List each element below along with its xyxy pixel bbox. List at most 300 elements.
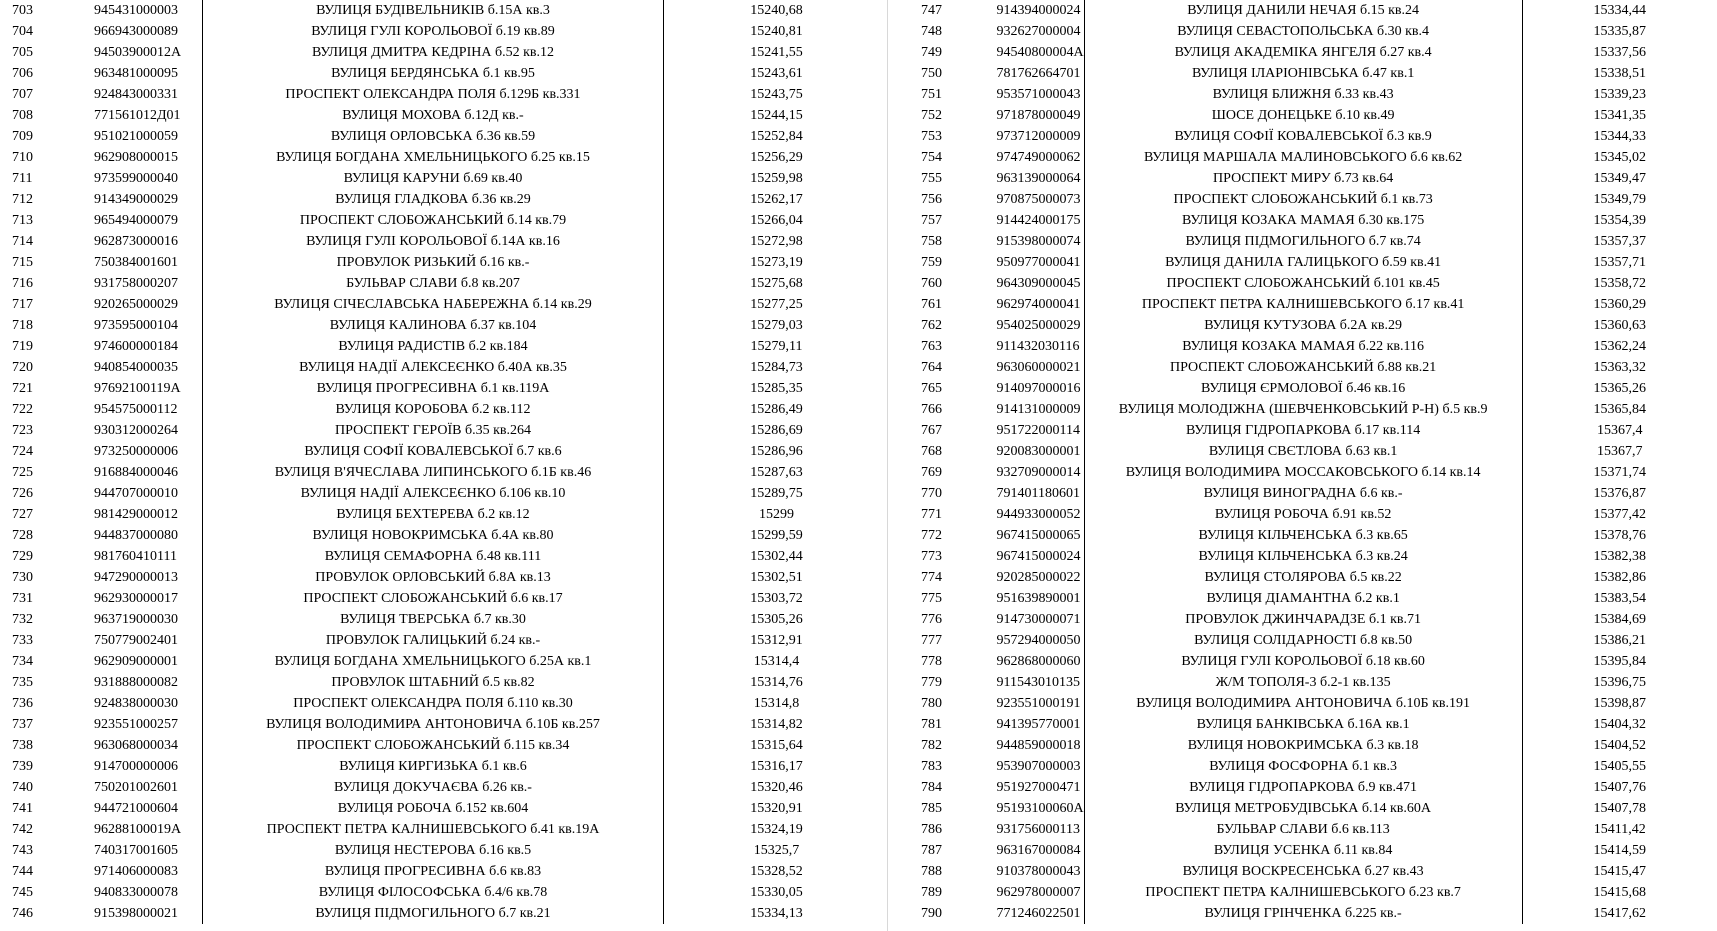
account-code: 96288100019А <box>94 822 182 837</box>
address: ПРОСПЕКТ СЛОБОЖАНСЬКИЙ б.115 кв.34 <box>203 735 664 756</box>
address: ВУЛИЦЯ МЕТРОБУДІВСЬКА б.14 кв.60А <box>1084 798 1522 819</box>
amount: 15360,29 <box>1593 297 1647 312</box>
address: ВУЛИЦЯ ДМИТРА КЕДРІНА б.52 кв.12 <box>203 42 664 63</box>
table-row <box>0 756 889 777</box>
row-number: 781 <box>921 717 942 732</box>
account-code: 954575000112 <box>94 402 178 417</box>
row-number: 778 <box>921 654 942 669</box>
row-number: 704 <box>12 24 33 39</box>
amount: 15404,32 <box>1593 717 1647 732</box>
account-code: 932709000014 <box>996 465 1081 480</box>
table-row <box>897 336 1717 357</box>
table-row <box>897 441 1717 462</box>
address: ПРОСПЕКТ СЛОБОЖАНСЬКИЙ б.14 кв.79 <box>203 210 664 231</box>
amount: 15357,71 <box>1593 255 1647 270</box>
account-code: 914349000029 <box>94 192 178 207</box>
row-number: 703 <box>12 3 33 18</box>
table-row <box>0 420 889 441</box>
row-number: 774 <box>921 570 942 585</box>
address: ПРОСПЕКТ СЛОБОЖАНСЬКИЙ б.88 кв.21 <box>1084 357 1522 378</box>
table-row <box>0 168 889 189</box>
account-code: 957294000050 <box>996 633 1081 648</box>
table-row <box>0 588 889 609</box>
table-row <box>0 483 889 504</box>
amount: 15377,42 <box>1593 507 1647 522</box>
row-number: 718 <box>12 318 33 333</box>
account-code: 971878000049 <box>996 108 1081 123</box>
account-code: 931758000207 <box>94 276 178 291</box>
table-row <box>0 819 889 840</box>
amount: 15349,47 <box>1593 171 1647 186</box>
address: ВУЛИЦЯ ТВЕРСЬКА б.7 кв.30 <box>203 609 664 630</box>
row-number: 733 <box>12 633 33 648</box>
address: ПРОСПЕКТ СЛОБОЖАНСЬКИЙ б.1 кв.73 <box>1084 189 1522 210</box>
table-row <box>0 273 889 294</box>
address: ВУЛИЦЯ ФІЛОСОФСЬКА б.4/6 кв.78 <box>203 882 664 903</box>
table-row <box>897 273 1717 294</box>
account-code: 963060000021 <box>996 360 1081 375</box>
row-number: 708 <box>12 108 33 123</box>
row-number: 717 <box>12 297 33 312</box>
account-code: 914394000024 <box>996 3 1081 18</box>
row-number: 750 <box>921 66 942 81</box>
row-number: 741 <box>12 801 33 816</box>
amount: 15286,96 <box>750 444 803 459</box>
amount: 15395,84 <box>1593 654 1647 669</box>
table-row <box>897 651 1717 672</box>
amount: 15330,05 <box>750 885 803 900</box>
address: ВУЛИЦЯ СОЛІДАРНОСТІ б.8 кв.50 <box>1084 630 1522 651</box>
row-number: 753 <box>921 129 942 144</box>
account-code: 911543010135 <box>996 675 1081 690</box>
address: ВУЛИЦЯ ДІАМАНТНА б.2 кв.1 <box>1084 588 1522 609</box>
address: ВУЛИЦЯ БУДІВЕЛЬНИКІВ б.15А кв.3 <box>203 0 664 21</box>
amount: 15334,44 <box>1593 3 1647 18</box>
amount: 15357,37 <box>1593 234 1647 249</box>
amount: 15266,04 <box>750 213 803 228</box>
account-code: 923551000257 <box>94 717 178 732</box>
table-row <box>0 252 889 273</box>
account-code: 954025000029 <box>996 318 1081 333</box>
table-row <box>897 252 1717 273</box>
table-row <box>897 84 1717 105</box>
amount: 15415,47 <box>1593 864 1647 879</box>
row-number: 734 <box>12 654 33 669</box>
amount: 15337,56 <box>1593 45 1647 60</box>
table-row <box>0 336 889 357</box>
address: ВУЛИЦЯ БОГДАНА ХМЕЛЬНИЦЬКОГО б.25 кв.15 <box>203 147 664 168</box>
table-row <box>897 588 1717 609</box>
address: ПРОВУЛОК ДЖИНЧАРАДЗЕ б.1 кв.71 <box>1084 609 1522 630</box>
account-code: 962974000041 <box>996 297 1081 312</box>
table-row <box>0 126 889 147</box>
amount: 15345,02 <box>1593 150 1647 165</box>
account-code: 771561012Д01 <box>94 108 181 123</box>
amount: 15338,51 <box>1593 66 1647 81</box>
row-number: 775 <box>921 591 942 606</box>
table-row <box>0 294 889 315</box>
table-row <box>0 525 889 546</box>
account-code: 953907000003 <box>996 759 1081 774</box>
amount: 15386,21 <box>1593 633 1647 648</box>
account-code: 97692100119А <box>94 381 181 396</box>
account-code: 914131000009 <box>996 402 1081 417</box>
row-number: 720 <box>12 360 33 375</box>
row-number: 721 <box>12 381 33 396</box>
amount: 15414,59 <box>1593 843 1647 858</box>
account-code: 915398000021 <box>94 906 178 921</box>
row-number: 759 <box>921 255 942 270</box>
address: ПРОВУЛОК РИЗЬКИЙ б.16 кв.- <box>203 252 664 273</box>
address: ВУЛИЦЯ КИРГИЗЬКА б.1 кв.6 <box>203 756 664 777</box>
address: ВУЛИЦЯ СІЧЕСЛАВСЬКА НАБЕРЕЖНА б.14 кв.29 <box>203 294 664 315</box>
table-row <box>897 189 1717 210</box>
table-row <box>897 168 1717 189</box>
amount: 15362,24 <box>1593 339 1647 354</box>
table-row <box>0 189 889 210</box>
row-number: 769 <box>921 465 942 480</box>
address: ВУЛИЦЯ МОХОВА б.12Д кв.- <box>203 105 664 126</box>
account-code: 750384001601 <box>94 255 178 270</box>
table-row <box>0 357 889 378</box>
amount: 15272,98 <box>750 234 803 249</box>
row-number: 780 <box>921 696 942 711</box>
row-number: 709 <box>12 129 33 144</box>
amount: 15279,11 <box>750 339 803 354</box>
row-number: 736 <box>12 696 33 711</box>
row-number: 710 <box>12 150 33 165</box>
row-number: 757 <box>921 213 942 228</box>
address: ВУЛИЦЯ КАЛИНОВА б.37 кв.104 <box>203 315 664 336</box>
row-number: 731 <box>12 591 33 606</box>
address: ВУЛИЦЯ ВОЛОДИМИРА МОССАКОВСЬКОГО б.14 кв.14 <box>1084 462 1522 483</box>
account-code: 951639890001 <box>996 591 1081 606</box>
address: ВУЛИЦЯ СЕВАСТОПОЛЬСЬКА б.30 кв.4 <box>1084 21 1522 42</box>
column-separator <box>887 0 888 931</box>
amount: 15252,84 <box>750 129 803 144</box>
account-code: 964309000045 <box>996 276 1081 291</box>
row-number: 746 <box>12 906 33 921</box>
table-row <box>897 840 1717 861</box>
address: ВУЛИЦЯ ВОСКРЕСЕНСЬКА б.27 кв.43 <box>1084 861 1522 882</box>
row-number: 776 <box>921 612 942 627</box>
account-code: 967415000065 <box>996 528 1081 543</box>
address: ВУЛИЦЯ НАДІЇ АЛЕКСЕЄНКО б.40А кв.35 <box>203 357 664 378</box>
table-row <box>0 630 889 651</box>
address: ПРОСПЕКТ ГЕРОЇВ б.35 кв.264 <box>203 420 664 441</box>
account-code: 920083000001 <box>996 444 1081 459</box>
address: ВУЛИЦЯ ГІДРОПАРКОВА б.17 кв.114 <box>1084 420 1522 441</box>
table-row <box>897 147 1717 168</box>
table-row <box>897 756 1717 777</box>
address: ПРОВУЛОК ОРЛОВСЬКИЙ б.8А кв.13 <box>203 567 664 588</box>
row-number: 744 <box>12 864 33 879</box>
table-row <box>897 861 1717 882</box>
table-row <box>897 777 1717 798</box>
table-row <box>897 693 1717 714</box>
amount: 15314,82 <box>750 717 803 732</box>
account-code: 914730000071 <box>996 612 1081 627</box>
address: ПРОСПЕКТ ПЕТРА КАЛНИШЕВСЬКОГО б.41 кв.19А <box>203 819 664 840</box>
row-number: 739 <box>12 759 33 774</box>
row-number: 779 <box>921 675 942 690</box>
amount: 15415,68 <box>1593 885 1647 900</box>
account-code: 981429000012 <box>94 507 178 522</box>
amount: 15335,87 <box>1593 24 1647 39</box>
account-code: 971406000083 <box>94 864 178 879</box>
address: ПРОСПЕКТ ПЕТРА КАЛНИШЕВСЬКОГО б.23 кв.7 <box>1084 882 1522 903</box>
address: ВУЛИЦЯ РОБОЧА б.152 кв.604 <box>203 798 664 819</box>
account-code: 967415000024 <box>996 549 1081 564</box>
amount: 15354,39 <box>1593 213 1647 228</box>
address: ПРОСПЕКТ ОЛЕКСАНДРА ПОЛЯ б.129Б кв.331 <box>203 84 664 105</box>
row-number: 768 <box>921 444 942 459</box>
account-code: 944859000018 <box>996 738 1081 753</box>
table-row <box>897 798 1717 819</box>
amount: 15299 <box>759 507 794 522</box>
address: ВУЛИЦЯ ГУЛІ КОРОЛЬОВОЇ б.18 кв.60 <box>1084 651 1522 672</box>
amount: 15287,63 <box>750 465 803 480</box>
account-code: 962909000001 <box>94 654 178 669</box>
address: ВУЛИЦЯ УСЕНКА б.11 кв.84 <box>1084 840 1522 861</box>
amount: 15305,26 <box>750 612 803 627</box>
row-number: 730 <box>12 570 33 585</box>
amount: 15320,91 <box>750 801 803 816</box>
row-number: 724 <box>12 444 33 459</box>
account-code: 914700000006 <box>94 759 178 774</box>
address: ВУЛИЦЯ СОФІЇ КОВАЛЕВСЬКОЇ б.3 кв.9 <box>1084 126 1522 147</box>
amount: 15316,17 <box>750 759 803 774</box>
amount: 15262,17 <box>750 192 803 207</box>
table-row <box>0 714 889 735</box>
row-number: 755 <box>921 171 942 186</box>
amount: 15363,32 <box>1593 360 1647 375</box>
amount: 15324,19 <box>750 822 803 837</box>
table-row <box>0 63 889 84</box>
address: ВУЛИЦЯ ОРЛОВСЬКА б.36 кв.59 <box>203 126 664 147</box>
table-row <box>0 672 889 693</box>
row-number: 782 <box>921 738 942 753</box>
row-number: 725 <box>12 465 33 480</box>
table-row <box>897 315 1717 336</box>
row-number: 784 <box>921 780 942 795</box>
amount: 15360,63 <box>1593 318 1647 333</box>
table-row <box>897 819 1717 840</box>
address: ВУЛИЦЯ НОВОКРИМСЬКА б.4А кв.80 <box>203 525 664 546</box>
address: ПРОСПЕКТ МИРУ б.73 кв.64 <box>1084 168 1522 189</box>
account-code: 953571000043 <box>996 87 1081 102</box>
row-number: 738 <box>12 738 33 753</box>
amount: 15341,35 <box>1593 108 1647 123</box>
account-code: 944933000052 <box>996 507 1081 522</box>
row-number: 764 <box>921 360 942 375</box>
table-row <box>897 378 1717 399</box>
table-row <box>0 0 889 21</box>
address: ВУЛИЦЯ БОГДАНА ХМЕЛЬНИЦЬКОГО б.25А кв.1 <box>203 651 664 672</box>
table-row <box>0 504 889 525</box>
row-number: 786 <box>921 822 942 837</box>
account-code: 940833000078 <box>94 885 178 900</box>
account-code: 916884000046 <box>94 465 178 480</box>
account-code: 963068000034 <box>94 738 178 753</box>
address: ВУЛИЦЯ КАРУНИ б.69 кв.40 <box>203 168 664 189</box>
amount: 15303,72 <box>750 591 803 606</box>
address: ШОСЕ ДОНЕЦЬКЕ б.10 кв.49 <box>1084 105 1522 126</box>
account-code: 944721000604 <box>94 801 178 816</box>
address: ВУЛИЦЯ ПІДМОГИЛЬНОГО б.7 кв.74 <box>1084 231 1522 252</box>
address: ВУЛИЦЯ РАДИСТІВ б.2 кв.184 <box>203 336 664 357</box>
account-code: 974600000184 <box>94 339 178 354</box>
address: ВУЛИЦЯ МОЛОДІЖНА (ШЕВЧЕНКОВСЬКИЙ Р-Н) б.5 кв.9 <box>1084 399 1522 420</box>
amount: 15405,55 <box>1593 759 1647 774</box>
row-number: 752 <box>921 108 942 123</box>
address: ПРОСПЕКТ СЛОБОЖАНСЬКИЙ б.6 кв.17 <box>203 588 664 609</box>
amount: 15382,38 <box>1593 549 1647 564</box>
row-number: 777 <box>921 633 942 648</box>
row-number: 732 <box>12 612 33 627</box>
amount: 15404,52 <box>1593 738 1647 753</box>
amount: 15315,64 <box>750 738 803 753</box>
row-number: 737 <box>12 717 33 732</box>
account-code: 930312000264 <box>94 423 178 438</box>
table-row <box>0 84 889 105</box>
amount: 15244,15 <box>750 108 803 123</box>
row-number: 707 <box>12 87 33 102</box>
address: ПРОВУЛОК ШТАБНИЙ б.5 кв.82 <box>203 672 664 693</box>
amount: 15314,4 <box>753 654 800 669</box>
account-code: 974749000062 <box>996 150 1081 165</box>
amount: 15289,75 <box>750 486 803 501</box>
table-row <box>897 882 1717 903</box>
amount: 15349,79 <box>1593 192 1647 207</box>
address: БУЛЬВАР СЛАВИ б.8 кв.207 <box>203 273 664 294</box>
amount: 15325,7 <box>753 843 800 858</box>
table-row <box>0 441 889 462</box>
amount: 15376,87 <box>1593 486 1647 501</box>
account-code: 931888000082 <box>94 675 178 690</box>
address: ВУЛИЦЯ ВОЛОДИМИРА АНТОНОВИЧА б.10Б кв.257 <box>203 714 664 735</box>
account-code: 947290000013 <box>94 570 178 585</box>
row-number: 758 <box>921 234 942 249</box>
account-code: 962873000016 <box>94 234 178 249</box>
amount: 15407,76 <box>1593 780 1647 795</box>
amount: 15378,76 <box>1593 528 1647 543</box>
row-number: 716 <box>12 276 33 291</box>
amount: 15243,61 <box>750 66 803 81</box>
amount: 15384,69 <box>1593 612 1647 627</box>
table-row <box>897 630 1717 651</box>
row-number: 726 <box>12 486 33 501</box>
address: Ж/М ТОПОЛЯ-3 б.2-1 кв.135 <box>1084 672 1522 693</box>
row-number: 711 <box>12 171 33 186</box>
address: ВУЛИЦЯ В'ЯЧЕСЛАВА ЛИПИНСЬКОГО б.1Б кв.46 <box>203 462 664 483</box>
address: ВУЛИЦЯ КОЗАКА МАМАЯ б.22 кв.116 <box>1084 336 1522 357</box>
table-row <box>0 42 889 63</box>
row-number: 773 <box>921 549 942 564</box>
table-row <box>897 483 1717 504</box>
table-row <box>897 525 1717 546</box>
address: ВУЛИЦЯ ЄРМОЛОВОЇ б.46 кв.16 <box>1084 378 1522 399</box>
row-number: 705 <box>12 45 33 60</box>
account-code: 95193100060А <box>996 801 1084 816</box>
row-number: 783 <box>921 759 942 774</box>
row-number: 760 <box>921 276 942 291</box>
account-code: 791401180601 <box>996 486 1081 501</box>
table-row <box>0 840 889 861</box>
row-number: 763 <box>921 339 942 354</box>
amount: 15240,68 <box>750 3 803 18</box>
amount: 15367,7 <box>1597 444 1643 459</box>
account-code: 944837000080 <box>94 528 178 543</box>
account-code: 94540800004А <box>996 45 1084 60</box>
address: ВУЛИЦЯ КУТУЗОВА б.2А кв.29 <box>1084 315 1522 336</box>
table-row <box>0 105 889 126</box>
row-number: 771 <box>921 507 942 522</box>
address: ВУЛИЦЯ НОВОКРИМСЬКА б.3 кв.18 <box>1084 735 1522 756</box>
account-code: 963719000030 <box>94 612 178 627</box>
account-code: 963481000095 <box>94 66 178 81</box>
table-row <box>897 546 1717 567</box>
table-row <box>0 903 889 924</box>
amount: 15302,44 <box>750 549 803 564</box>
row-number: 742 <box>12 822 33 837</box>
account-code: 962930000017 <box>94 591 178 606</box>
row-number: 715 <box>12 255 33 270</box>
right-table <box>897 0 1717 924</box>
amount: 15279,03 <box>750 318 803 333</box>
amount: 15312,91 <box>750 633 803 648</box>
account-code: 973250000006 <box>94 444 178 459</box>
account-code: 950977000041 <box>996 255 1081 270</box>
address: ВУЛИЦЯ ПІДМОГИЛЬНОГО б.7 кв.21 <box>203 903 664 924</box>
table-row <box>897 903 1717 924</box>
address: ПРОСПЕКТ СЛОБОЖАНСЬКИЙ б.101 кв.45 <box>1084 273 1522 294</box>
address: ВУЛИЦЯ АКАДЕМІКА ЯНГЕЛЯ б.27 кв.4 <box>1084 42 1522 63</box>
amount: 15398,87 <box>1593 696 1647 711</box>
address: ВУЛИЦЯ БАНКІВСЬКА б.16А кв.1 <box>1084 714 1522 735</box>
amount: 15344,33 <box>1593 129 1647 144</box>
row-number: 767 <box>921 423 942 438</box>
address: ВУЛИЦЯ РОБОЧА б.91 кв.52 <box>1084 504 1522 525</box>
address: ПРОСПЕКТ ПЕТРА КАЛНИШЕВСЬКОГО б.17 кв.41 <box>1084 294 1522 315</box>
table-row <box>0 693 889 714</box>
address: ПРОВУЛОК ГАЛИЦЬКИЙ б.24 кв.- <box>203 630 664 651</box>
account-code: 915398000074 <box>996 234 1081 249</box>
address: ВУЛИЦЯ БЕРДЯНСЬКА б.1 кв.95 <box>203 63 664 84</box>
amount: 15358,72 <box>1593 276 1647 291</box>
row-number: 772 <box>921 528 942 543</box>
address: ВУЛИЦЯ БЛИЖНЯ б.33 кв.43 <box>1084 84 1522 105</box>
table-row <box>897 63 1717 84</box>
amount: 15407,78 <box>1593 801 1647 816</box>
address: ВУЛИЦЯ ГЛАДКОВА б.36 кв.29 <box>203 189 664 210</box>
address: ВУЛИЦЯ БЕХТЕРЕВА б.2 кв.12 <box>203 504 664 525</box>
address: ВУЛИЦЯ ВОЛОДИМИРА АНТОНОВИЧА б.10Б кв.191 <box>1084 693 1522 714</box>
account-code: 914424000175 <box>996 213 1081 228</box>
account-code: 750779002401 <box>94 633 178 648</box>
table-row <box>0 798 889 819</box>
account-code: 966943000089 <box>94 24 178 39</box>
amount: 15240,81 <box>750 24 803 39</box>
table-row <box>897 462 1717 483</box>
account-code: 944707000010 <box>94 486 178 501</box>
account-code: 945431000003 <box>94 3 178 18</box>
address: ВУЛИЦЯ НАДІЇ АЛЕКСЕЄНКО б.106 кв.10 <box>203 483 664 504</box>
account-code: 94503900012А <box>94 45 182 60</box>
amount: 15314,76 <box>750 675 803 690</box>
amount: 15286,69 <box>750 423 803 438</box>
address: БУЛЬВАР СЛАВИ б.6 кв.113 <box>1084 819 1522 840</box>
